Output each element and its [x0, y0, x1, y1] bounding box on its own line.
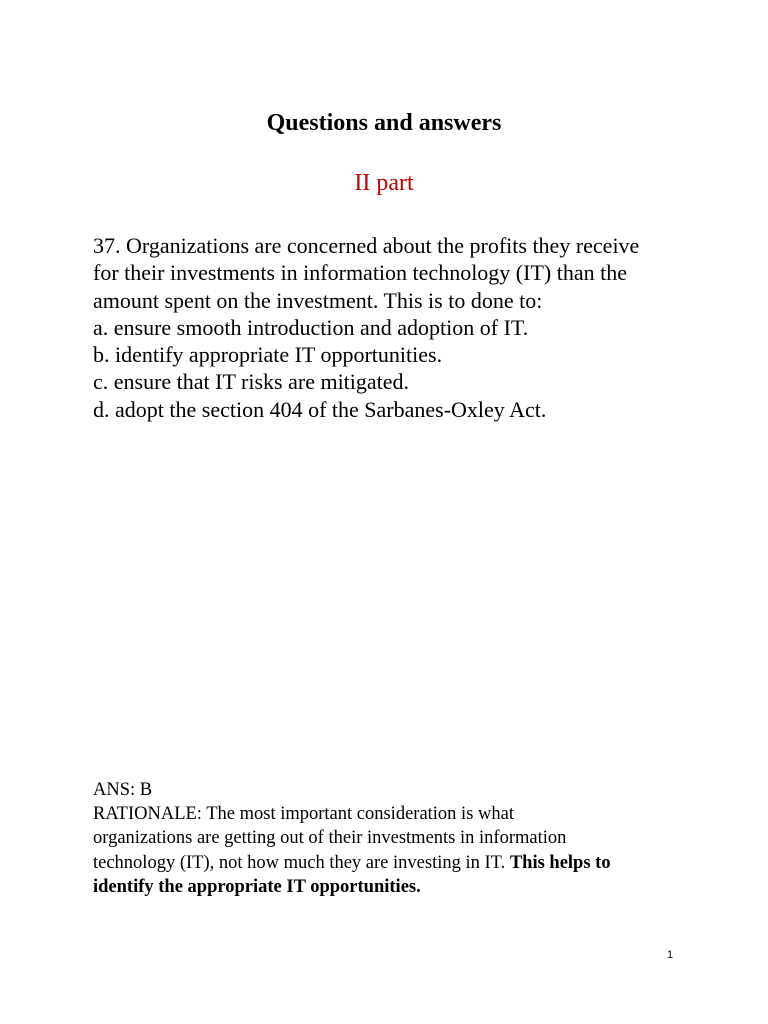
option-d: d. adopt the section 404 of the Sarbanes-Oxley Act. — [93, 396, 547, 422]
option-b: b. identify appropriate IT opportunities. — [93, 342, 443, 368]
answer-block — [93, 778, 693, 899]
rationale-emphasis: This helps to — [509, 852, 611, 873]
rationale-line: RATIONALE: The most important consideration is what — [93, 804, 514, 825]
question-block — [93, 232, 693, 423]
rationale-emphasis-line: identify the appropriate IT opportunities. — [93, 876, 421, 897]
page-title: Questions and answers — [266, 110, 502, 136]
question-stem-line: for their investments in information technology (IT) than the — [93, 260, 627, 286]
option-c: c. ensure that IT risks are mitigated. — [93, 369, 410, 395]
question-stem-line: amount spent on the investment. This is to done to: — [93, 287, 543, 313]
rationale-line: organizations are getting out of their investments in information — [93, 828, 567, 849]
question-stem-line: 37. Organizations are concerned about the profits they receive — [93, 233, 640, 258]
rationale-line — [93, 851, 693, 875]
page-subtitle: II part — [354, 170, 414, 196]
rationale-text: technology (IT), not how much they are investing in IT. — [93, 852, 510, 873]
option-a: a. ensure smooth introduction and adoption of IT. — [93, 314, 529, 340]
answer-key: ANS: B — [93, 780, 153, 800]
page-number: 1 — [666, 949, 674, 961]
